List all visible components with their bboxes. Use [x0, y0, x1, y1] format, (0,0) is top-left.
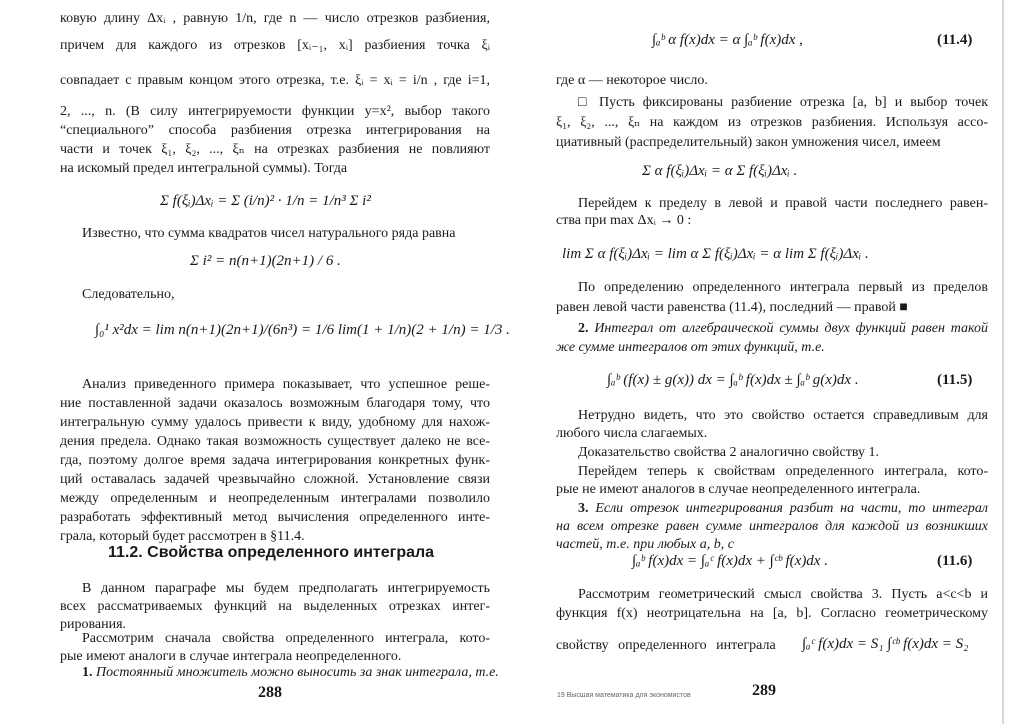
text-line: Анализ приведенного примера показывает, что успешное реше- — [82, 377, 490, 392]
property-3 — [556, 500, 988, 518]
text-line: ние поставленной задачи оказалось возможным благодаря тому, что — [60, 396, 490, 411]
text-line: 2, ..., n. (В силу интегрируемости функции y=x², выбор такого — [60, 104, 490, 119]
equation-number: (11.6) — [937, 553, 973, 569]
text-line: где α — некоторое число. — [556, 73, 708, 88]
text-line: “специального” способа разбиения отрезка интегрирования на — [60, 123, 490, 138]
formula: ∫ₐᶜ f(x)dx = S₁ ∫ᶜᵇ f(x)dx = S₂ — [802, 636, 969, 652]
formula: ∫ₐᵇ f(x)dx = ∫ₐᶜ f(x)dx + ∫ᶜᵇ f(x)dx . — [632, 553, 828, 569]
text-line: рые не имеют аналогов в случае неопределенного интеграла. — [556, 482, 921, 497]
property-1 — [82, 664, 499, 682]
property-2 — [556, 320, 988, 338]
property-text: Постоянный множитель можно выносить за знак интеграла, т.е. — [96, 665, 499, 680]
property-text: Интеграл от алгебраической суммы двух функций равен такой — [594, 321, 989, 336]
text-line: Следовательно, — [82, 287, 175, 302]
text-line: части и точек ξ₁, ξ₂, ..., ξₙ на отрезках разбиения не повлияют — [60, 142, 490, 157]
text-line: же сумме интегралов от этих функций, т.е. — [556, 340, 825, 355]
section-heading: 11.2. Свойства определенного интеграла — [108, 544, 435, 561]
equation-number: (11.4) — [937, 32, 973, 48]
text-line: ξ₁, ξ₂, ..., ξₙ на каждом из отрезков разбиения. Используя ассо- — [556, 115, 988, 130]
text-line: функция f(x) неотрицательна на [a, b]. Согласно геометрическому — [556, 606, 988, 621]
text-line: Рассмотрим геометрический смысл свойства 3. Пусть a<c<b и — [578, 587, 988, 602]
formula: ∫ₐᵇ α f(x)dx = α ∫ₐᵇ f(x)dx , — [652, 32, 803, 48]
text-line: интегральную сумму удалось привести к виду, удобному для нахож- — [60, 415, 490, 430]
formula: Σ α f(ξᵢ)Δxᵢ = α Σ f(ξᵢ)Δxᵢ . — [642, 163, 798, 179]
text-line: на искомый предел интегральной суммы). Тогда — [60, 161, 348, 176]
text-line: между определенным и неопределенным интегралами позволило — [60, 491, 490, 506]
property-text: Если отрезок интегрирования разбит на части, то интеграл — [595, 501, 988, 516]
text-line: Перейдем теперь к свойствам определенного интеграла, кото- — [578, 464, 988, 479]
footer-note: 19 Высшая математика для экономистов — [557, 692, 691, 699]
formula: Σ i² = n(n+1)(2n+1) / 6 . — [190, 253, 341, 269]
text-line: причем для каждого из отрезков [xᵢ₋₁, xᵢ] разбиения точка ξᵢ — [60, 38, 490, 53]
right-page — [512, 0, 1004, 724]
text-line: грала, который будет рассмотрен в §11.4. — [60, 529, 305, 544]
text-line: Рассмотрим сначала свойства определенного интеграла, кото- — [82, 631, 490, 646]
page-number: 288 — [258, 684, 282, 701]
text-line: свойству определенного интеграла — [556, 638, 776, 653]
text-line: всех рассматриваемых функций на выделенных отрезках интег- — [60, 599, 490, 614]
text-line: дения предела. Однако такая возможность существует далеко не все- — [60, 434, 490, 449]
text-line: рые имеют аналоги в случае интеграла неопределенного. — [60, 649, 402, 664]
text-line: ций оставалась задачей чрезвычайно сложной. Установление связи — [60, 472, 490, 487]
text-line: гда, поэтому долгое время задача интегрирования конкретных функ- — [60, 453, 490, 468]
text-line: По определению определенного интеграла первый из пределов — [578, 280, 988, 295]
text-line: частей, т.е. при любых a, b, c — [556, 537, 734, 552]
property-number: 1. — [82, 665, 93, 680]
text-line: циативный (распределительный) закон умножения чисел, имеем — [556, 135, 941, 150]
formula: ∫₀¹ x²dx = lim n(n+1)(2n+1)/(6n³) = 1/6 lim(1 + 1/n)(2 + 1/n) = 1/3 . — [95, 322, 510, 338]
text-line: Перейдем к пределу в левой и правой части последнего равен- — [578, 196, 988, 211]
formula: lim Σ α f(ξᵢ)Δxᵢ = lim α Σ f(ξᵢ)Δxᵢ = α lim Σ f(ξᵢ)Δxᵢ . — [562, 246, 869, 262]
text-line: разработать эффективный метод вычисления определенного инте- — [60, 510, 490, 525]
text-line: В данном параграфе мы будем предполагать интегрируемость — [82, 581, 490, 596]
text-line: Доказательство свойства 2 аналогично свойству 1. — [578, 445, 879, 460]
formula: Σ f(ξᵢ)Δxᵢ = Σ (i/n)² · 1/n = 1/n³ Σ i² — [160, 193, 371, 209]
text-line: □ Пусть фиксированы разбиение отрезка [a, b] и выбор точек — [578, 95, 988, 110]
text-line: равен левой части равенства (11.4), последний — правой ■ — [556, 300, 908, 315]
text-line: на всем отрезке равен сумме интегралов для каждой из возникших — [556, 519, 988, 534]
formula: ∫ₐᵇ (f(x) ± g(x)) dx = ∫ₐᵇ f(x)dx ± ∫ₐᵇ g(x)dx . — [607, 372, 859, 388]
text-line: совпадает с правым концом этого отрезка, т.е. ξᵢ = xᵢ = i/n , где i=1, — [60, 73, 490, 88]
text-line: Известно, что сумма квадратов чисел натурального ряда равна — [82, 226, 456, 241]
text-line: ковую длину Δxᵢ , равную 1/n, где n — число отрезков разбиения, — [60, 11, 490, 26]
text-line: Нетрудно видеть, что это свойство остается справедливым для — [578, 408, 988, 423]
text-line: ства при max Δxᵢ → 0 : — [556, 213, 692, 228]
text-line: любого числа слагаемых. — [556, 426, 708, 441]
property-number: 2. — [578, 321, 589, 336]
equation-number: (11.5) — [937, 372, 973, 388]
property-number: 3. — [578, 501, 589, 516]
text-line: рирования. — [60, 617, 127, 632]
page-number: 289 — [752, 682, 776, 699]
